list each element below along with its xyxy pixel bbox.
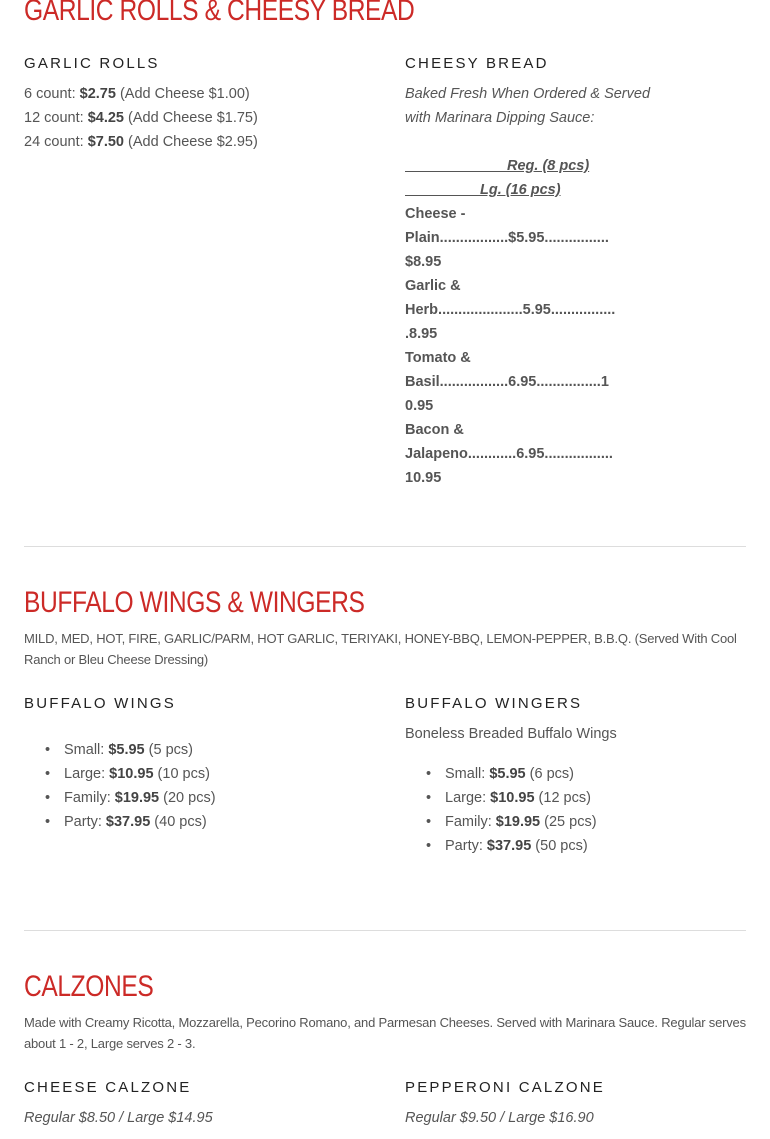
section-title-buffalo-wings: BUFFALO WINGS & WINGERS [24,586,365,619]
cheesy-bread-intro: with Marinara Dipping Sauce: [405,110,595,126]
item-price: $7.50 [87,134,124,150]
item-label: Family: [445,814,492,830]
cheesy-bread-heading: CHEESY BREAD [405,55,549,72]
section-title-garlic-rolls-cheesy-bread: GARLIC ROLLS & CHEESY BREAD [24,0,415,27]
wings-list-item [64,762,210,786]
item-note: (Add Cheese $1.75) [128,110,258,126]
wingers-list-item [445,810,597,834]
item-note: (Add Cheese $1.00) [119,86,250,102]
cheesy-bread-line: 10.95 [405,470,442,486]
cheesy-bread-line: Bacon & [405,422,464,438]
item-price: $2.75 [79,86,116,102]
item-label: Family: [64,790,111,806]
cheesy-bread-line: Cheese - [405,206,466,222]
section-divider [24,546,746,547]
cheese-calzone-price: Regular $8.50 / Large $14.95 [24,1110,213,1126]
cheesy-bread-col-lg [405,178,561,202]
item-note: (20 pcs) [163,790,216,806]
wings-list-item [64,738,193,762]
garlic-rolls-item [24,106,258,130]
cheesy-bread-line: 0.95 [405,398,434,414]
item-note: (40 pcs) [154,814,207,830]
pepperoni-calzone-price: Regular $9.50 / Large $16.90 [405,1110,594,1126]
section-title-calzones: CALZONES [24,970,154,1003]
cheesy-bread-line: Tomato & [405,350,471,366]
cheesy-bread-col-reg [405,154,589,178]
wings-list-item [64,810,207,834]
garlic-rolls-item [24,130,258,154]
item-label: Large: [64,766,106,782]
item-label: Party: [64,814,102,830]
item-note: (6 pcs) [529,766,574,782]
item-price: $10.95 [109,766,154,782]
wings-sauce-description: MILD, MED, HOT, FIRE, GARLIC/PARM, HOT GARLIC, TERIYAKI, HONEY-BBQ, LEMON-PEPPER, B.B.Q. (Served With Cool Ranch or Bleu Cheese Dressing) [24,631,737,667]
garlic-rolls-heading: GARLIC ROLLS [24,55,160,72]
item-label: 6 count: [24,86,76,102]
calzones-description: Made with Creamy Ricotta, Mozzarella, Pecorino Romano, and Parmesan Cheeses. Served with Marinara Sauce. Regular serves about 1 - 2, Large serves 2 - 3. [24,1015,746,1051]
item-note: (12 pcs) [538,790,591,806]
item-label: Large: [445,790,487,806]
item-price: $5.95 [108,742,145,758]
cheesy-bread-line: $8.95 [405,254,442,270]
item-price: $37.95 [105,814,151,830]
item-price: $37.95 [486,838,532,854]
buffalo-wings-heading: BUFFALO WINGS [24,695,176,712]
item-label: 12 count: [24,110,84,126]
item-note: (Add Cheese $2.95) [128,134,258,150]
garlic-rolls-item [24,82,250,106]
cheese-calzone-heading: CHEESE CALZONE [24,1079,192,1096]
section-divider [24,930,746,931]
item-price: $19.95 [114,790,160,806]
cheesy-bread-line: Plain.................$5.95................ [405,230,609,246]
wingers-list-item [445,834,588,858]
column-label-lg: Lg. (16 pcs) [480,182,561,198]
item-price: $4.25 [87,110,124,126]
wingers-subtitle: Boneless Breaded Buffalo Wings [405,726,617,742]
item-price: $5.95 [489,766,526,782]
cheesy-bread-line: .8.95 [405,326,438,342]
item-note: (10 pcs) [157,766,210,782]
item-label: 24 count: [24,134,84,150]
underline-spacer [405,178,480,196]
cheesy-bread-line: Herb.....................5.95................ [405,302,616,318]
cheesy-bread-line: Basil.................6.95................1 [405,374,609,390]
item-price: $10.95 [490,790,535,806]
cheesy-bread-intro: Baked Fresh When Ordered & Served [405,86,651,102]
pepperoni-calzone-heading: PEPPERONI CALZONE [405,1079,605,1096]
wingers-list-item [445,786,591,810]
cheesy-bread-line: Jalapeno............6.95................. [405,446,613,462]
buffalo-wingers-heading: BUFFALO WINGERS [405,695,583,712]
item-label: Small: [64,742,105,758]
item-price: $19.95 [495,814,541,830]
item-label: Party: [445,838,483,854]
item-label: Small: [445,766,486,782]
cheesy-bread-line: Garlic & [405,278,461,294]
item-note: (50 pcs) [535,838,588,854]
underline-spacer [405,154,507,172]
item-note: (5 pcs) [148,742,193,758]
item-note: (25 pcs) [544,814,597,830]
wings-list-item [64,786,216,810]
wingers-list-item [445,762,574,786]
column-label-reg: Reg. (8 pcs) [507,158,590,174]
